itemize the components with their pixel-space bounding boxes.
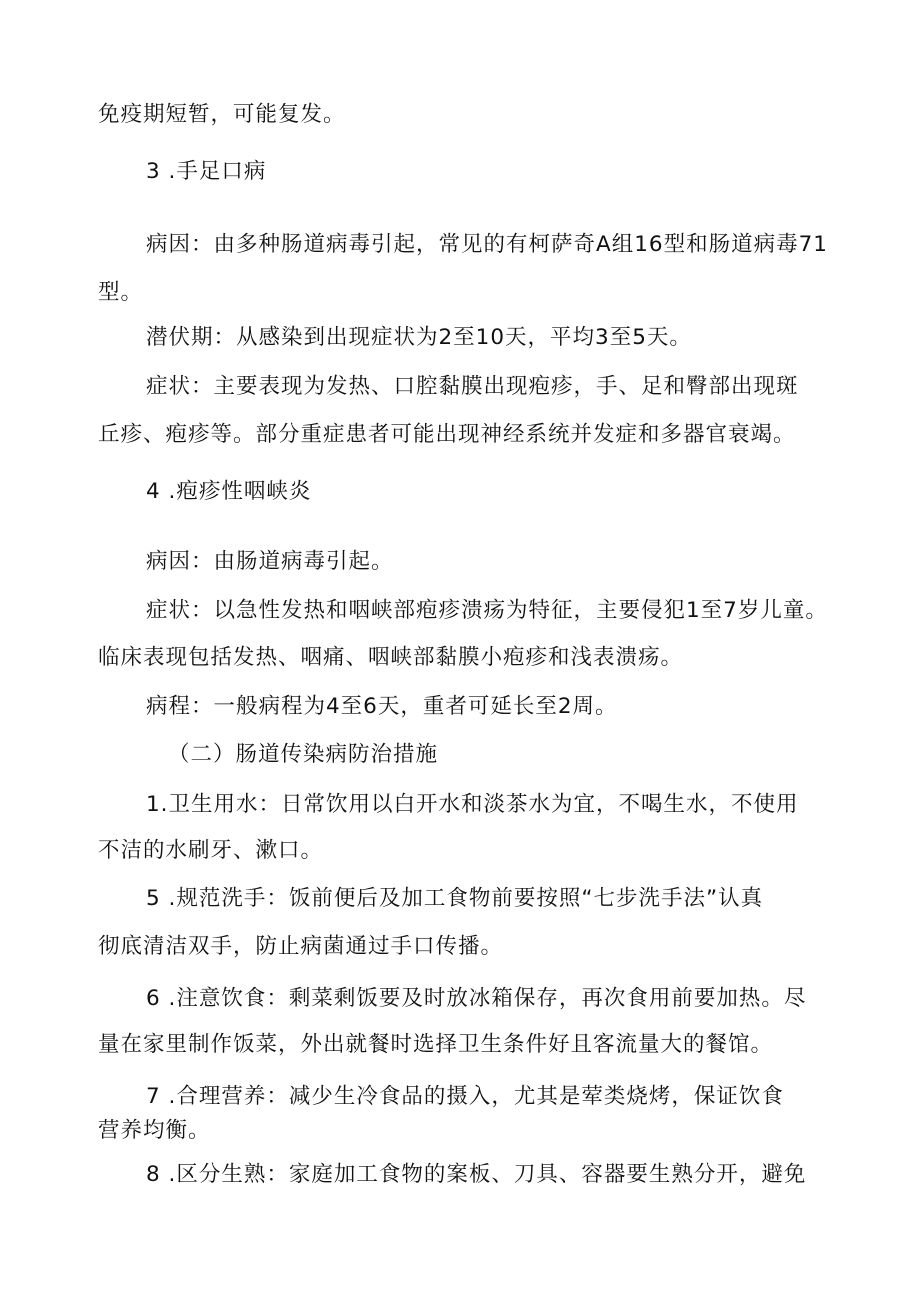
section-heading-hfmd: 3 .手足口病 — [146, 159, 267, 184]
paragraph-line: 彻底清洁双手，防止病菌通过手口传播。 — [98, 934, 504, 959]
paragraph-line: 症状：以急性发热和咽峡部疱疹溃疡为特征，主要侵犯1至7岁儿童。 — [146, 598, 828, 623]
paragraph-line: 1.卫生用水：日常饮用以白开水和淡茶水为宜，不喝生水，不使用 — [146, 792, 799, 817]
section-heading-herpangina: 4 .疱疹性咽峡炎 — [146, 479, 312, 504]
section-heading-prevention: （二）肠道传染病防治措施 — [168, 742, 439, 767]
paragraph-line: 6 .注意饮食：剩菜剩饭要及时放冰箱保存，再次食用前要加热。尽 — [146, 986, 807, 1011]
paragraph-line: 丘疹、疱疹等。部分重症患者可能出现神经系统并发症和多器官衰竭。 — [98, 422, 796, 447]
paragraph-line: 病因：由多种肠道病毒引起，常见的有柯萨奇A组16型和肠道病毒71 — [146, 232, 828, 257]
paragraph-line: 临床表现包括发热、咽痛、咽峡部黏膜小疱疹和浅表溃疡。 — [98, 645, 684, 670]
paragraph-line: 免疫期短暂，可能复发。 — [98, 102, 346, 127]
paragraph-line: 病因：由肠道病毒引起。 — [146, 549, 394, 574]
paragraph-line: 5 .规范洗手：饭前便后及加工食物前要按照“七步洗手法”认真 — [146, 886, 764, 911]
paragraph-line: 潜伏期：从感染到出现症状为2至10天，平均3至5天。 — [146, 325, 692, 350]
paragraph-line: 不洁的水刷牙、漱口。 — [98, 838, 324, 863]
paragraph-line: 型。 — [98, 280, 144, 305]
paragraph-line: 病程：一般病程为4至6天，重者可延长至2周。 — [146, 694, 618, 719]
paragraph-line: 量在家里制作饭菜，外出就餐时选择卫生条件好且客流量大的餐馆。 — [98, 1032, 774, 1057]
paragraph-line: 8 .区分生熟：家庭加工食物的案板、刀具、容器要生熟分开，避免 — [146, 1162, 807, 1187]
paragraph-line: 症状：主要表现为发热、口腔黏膜出现疱疹，手、足和臀部出现斑 — [146, 374, 799, 399]
paragraph-line: 营养均衡。 — [98, 1118, 211, 1143]
paragraph-line: 7 .合理营养：减少生冷食品的摄入，尤其是荤类烧烤，保证饮食 — [146, 1084, 784, 1109]
